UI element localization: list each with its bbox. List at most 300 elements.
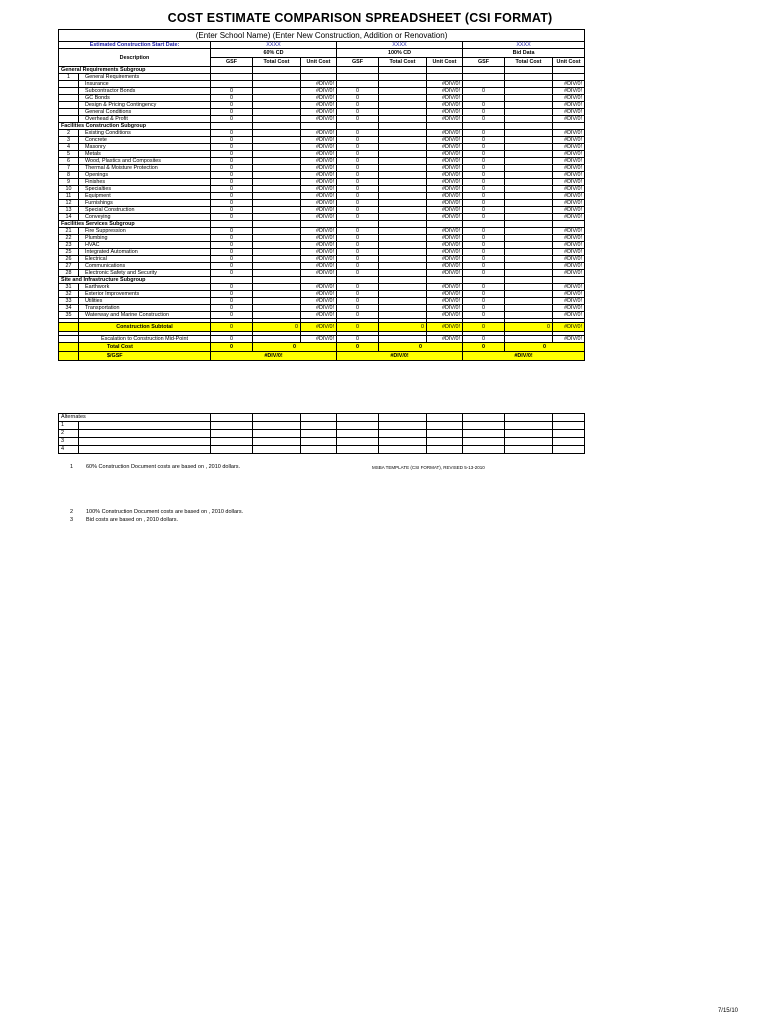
total-cost-value — [505, 158, 553, 165]
empty-cell — [301, 221, 337, 228]
start-date-row — [59, 42, 585, 49]
empty-cell — [463, 414, 505, 422]
csi-division-number: 1 — [59, 74, 79, 81]
line-item-label: Waterway and Marine Construction — [79, 312, 211, 319]
gsf-value: 0 — [337, 151, 379, 158]
unit-cost-value: #DIV/0! — [301, 179, 337, 186]
total-cost-gsf: 0 — [337, 343, 379, 352]
empty-cell — [379, 414, 427, 422]
csi-division-number: 25 — [59, 249, 79, 256]
empty-cell — [463, 430, 505, 438]
empty-cell — [463, 277, 505, 284]
gsf-value: 0 — [337, 214, 379, 221]
unit-cost-value: #DIV/0! — [553, 336, 585, 343]
empty-cell — [505, 446, 553, 454]
gsf-value: 0 — [337, 270, 379, 277]
gsf-value: 0 — [463, 102, 505, 109]
gsf-value: 0 — [337, 165, 379, 172]
total-cost-gsf: 0 — [211, 343, 253, 352]
unit-cost-value: #DIV/0! — [427, 179, 463, 186]
unit-cost-value: #DIV/0! — [301, 137, 337, 144]
total-cost-value — [253, 81, 301, 88]
unit-cost-value: #DIV/0! — [427, 102, 463, 109]
empty-cell — [253, 438, 301, 446]
empty-cell — [505, 123, 553, 130]
description-header: Description — [59, 49, 211, 67]
gsf-value: 0 — [463, 144, 505, 151]
gsf-value: 0 — [211, 102, 253, 109]
gsf-value: 0 — [211, 242, 253, 249]
gsf-value: 0 — [211, 200, 253, 207]
gsf-value: 0 — [463, 158, 505, 165]
unit-cost-value: #DIV/0! — [553, 200, 585, 207]
gsf-value: 0 — [211, 263, 253, 270]
line-item-row — [59, 186, 585, 193]
unit-cost-value — [553, 74, 585, 81]
per-gsf-value: #DIV/0! — [463, 352, 585, 361]
total-cost-value — [253, 130, 301, 137]
gsf-value: 0 — [337, 263, 379, 270]
line-item-label: Electrical — [79, 256, 211, 263]
line-item-label: General Conditions — [79, 109, 211, 116]
total-cost-value — [505, 81, 553, 88]
total-cost-value — [253, 291, 301, 298]
unit-cost-value: #DIV/0! — [301, 95, 337, 102]
gsf-value: 0 — [463, 298, 505, 305]
empty-cell — [553, 221, 585, 228]
unit-cost-value: #DIV/0! — [427, 137, 463, 144]
empty-cell — [253, 422, 301, 430]
total-cost-value — [379, 109, 427, 116]
phase-name-row — [59, 49, 585, 58]
gsf-value: 0 — [211, 207, 253, 214]
line-item-label: Openings — [79, 172, 211, 179]
gsf-value: 0 — [463, 172, 505, 179]
empty-cell — [253, 67, 301, 74]
total-cost-value — [379, 193, 427, 200]
empty-cell — [79, 446, 211, 454]
escalation-row — [59, 336, 585, 343]
empty-cell — [301, 123, 337, 130]
gsf-value — [337, 74, 379, 81]
unit-cost-value: #DIV/0! — [301, 249, 337, 256]
unit-cost-value: #DIV/0! — [427, 284, 463, 291]
gsf-value: 0 — [463, 336, 505, 343]
csi-division-number — [59, 102, 79, 109]
gsf-value: 0 — [211, 172, 253, 179]
unit-cost-value: #DIV/0! — [553, 137, 585, 144]
gsf-value: 0 — [337, 102, 379, 109]
unit-cost-value: #DIV/0! — [553, 214, 585, 221]
total-cost-value — [505, 200, 553, 207]
subtitle-row — [59, 30, 585, 42]
unit-cost-value: #DIV/0! — [553, 291, 585, 298]
gsf-value: 0 — [463, 179, 505, 186]
total-cost-value — [253, 336, 301, 343]
total-cost-value — [379, 249, 427, 256]
unit-cost-value: #DIV/0! — [427, 312, 463, 319]
total-cost-value — [505, 172, 553, 179]
gsf-value: 0 — [211, 305, 253, 312]
unit-cost-value: #DIV/0! — [301, 151, 337, 158]
unit-cost-value: #DIV/0! — [553, 81, 585, 88]
footnote-3-num: 3 — [70, 517, 74, 523]
unit-cost-value: #DIV/0! — [301, 130, 337, 137]
gsf-value: 0 — [337, 130, 379, 137]
unit-cost-value: #DIV/0! — [427, 151, 463, 158]
empty-cell — [59, 323, 79, 332]
empty-cell — [301, 277, 337, 284]
gsf-value: 0 — [463, 137, 505, 144]
empty-cell — [463, 123, 505, 130]
csi-division-number: 3 — [59, 137, 79, 144]
total-cost-value — [379, 242, 427, 249]
line-item-row — [59, 158, 585, 165]
total-cost-value — [505, 291, 553, 298]
total-cost-value — [379, 298, 427, 305]
line-item-label: Transportation — [79, 305, 211, 312]
csi-division-number: 21 — [59, 228, 79, 235]
line-item-label: Specialties — [79, 186, 211, 193]
line-item-label: Metals — [79, 151, 211, 158]
phase-date-1: XXXX — [337, 42, 463, 49]
total-cost-header: Total Cost — [505, 58, 553, 67]
gsf-value: 0 — [337, 179, 379, 186]
line-item-row — [59, 305, 585, 312]
alternate-row — [59, 430, 585, 438]
empty-cell — [553, 422, 585, 430]
line-item-row — [59, 263, 585, 270]
line-item-label: Concrete — [79, 137, 211, 144]
line-item-label: Thermal & Moisture Protection — [79, 165, 211, 172]
line-item-label: Insurance — [79, 81, 211, 88]
total-cost-value — [505, 305, 553, 312]
phase-date-0: XXXX — [211, 42, 337, 49]
total-cost-value — [505, 298, 553, 305]
gsf-value: 0 — [211, 137, 253, 144]
total-cost-gsf: 0 — [463, 343, 505, 352]
gsf-value: 0 — [211, 298, 253, 305]
alternate-row — [59, 438, 585, 446]
total-cost-value — [253, 109, 301, 116]
total-cost-value — [379, 186, 427, 193]
gsf-value: 0 — [337, 193, 379, 200]
gsf-value: 0 — [337, 235, 379, 242]
alternate-number: 3 — [59, 438, 79, 446]
unit-cost-value: #DIV/0! — [301, 88, 337, 95]
unit-cost-value: #DIV/0! — [427, 144, 463, 151]
unit-cost-value: #DIV/0! — [301, 81, 337, 88]
gsf-value: 0 — [463, 200, 505, 207]
csi-division-number: 8 — [59, 172, 79, 179]
empty-cell — [337, 438, 379, 446]
unit-cost-value: #DIV/0! — [427, 109, 463, 116]
total-cost-value — [253, 284, 301, 291]
line-item-row — [59, 116, 585, 123]
line-item-label: Furnishings — [79, 200, 211, 207]
unit-cost-value: #DIV/0! — [553, 228, 585, 235]
total-cost-value — [505, 242, 553, 249]
csi-division-number: 13 — [59, 207, 79, 214]
unit-cost-value: #DIV/0! — [301, 172, 337, 179]
empty-cell — [463, 438, 505, 446]
gsf-value: 0 — [337, 298, 379, 305]
empty-cell — [427, 414, 463, 422]
subgroup-row — [59, 221, 585, 228]
unit-cost-value: #DIV/0! — [553, 95, 585, 102]
total-cost-value — [379, 263, 427, 270]
total-cost-value — [253, 179, 301, 186]
total-cost-value — [505, 235, 553, 242]
gsf-value: 0 — [463, 312, 505, 319]
unit-cost-value: #DIV/0! — [301, 312, 337, 319]
line-item-row — [59, 242, 585, 249]
unit-cost-value: #DIV/0! — [427, 158, 463, 165]
empty-cell — [301, 438, 337, 446]
total-cost-value — [505, 263, 553, 270]
phase-date-2: XXXX — [463, 42, 585, 49]
total-cost-value — [253, 88, 301, 95]
gsf-value: 0 — [337, 312, 379, 319]
empty-cell — [337, 422, 379, 430]
total-cost-value — [505, 228, 553, 235]
unit-cost-value: #DIV/0! — [553, 263, 585, 270]
empty-cell — [463, 446, 505, 454]
total-cost-value — [379, 116, 427, 123]
empty-cell — [463, 221, 505, 228]
total-cost-value — [505, 144, 553, 151]
unit-cost-value: #DIV/0! — [301, 235, 337, 242]
csi-division-number: 6 — [59, 158, 79, 165]
unit-cost-value: #DIV/0! — [301, 228, 337, 235]
gsf-value: 0 — [463, 214, 505, 221]
per-gsf-label: $/GSF — [79, 352, 211, 361]
empty-cell — [553, 414, 585, 422]
line-item-label: Plumbing — [79, 235, 211, 242]
line-item-row — [59, 256, 585, 263]
total-cost-value — [253, 235, 301, 242]
empty-cell — [337, 277, 379, 284]
unit-cost-value: #DIV/0! — [427, 207, 463, 214]
total-cost-value — [505, 186, 553, 193]
empty-cell — [211, 446, 253, 454]
gsf-value — [211, 74, 253, 81]
total-cost-value — [253, 137, 301, 144]
unit-cost-header: Unit Cost — [301, 58, 337, 67]
total-cost-value — [505, 214, 553, 221]
unit-cost-value: #DIV/0! — [301, 291, 337, 298]
page-title: COST ESTIMATE COMPARISON SPREADSHEET (CSI FORMAT) — [167, 11, 553, 25]
gsf-value: 0 — [211, 186, 253, 193]
gsf-value: 0 — [463, 186, 505, 193]
cost-table — [58, 29, 585, 361]
unit-cost-value: #DIV/0! — [427, 88, 463, 95]
total-cost-value — [379, 165, 427, 172]
csi-division-number: 22 — [59, 235, 79, 242]
total-cost-value — [505, 249, 553, 256]
alternate-number: 1 — [59, 422, 79, 430]
total-cost-value — [379, 200, 427, 207]
gsf-value: 0 — [211, 179, 253, 186]
csi-division-number: 34 — [59, 305, 79, 312]
gsf-value: 0 — [211, 214, 253, 221]
line-item-row — [59, 200, 585, 207]
subgroup-title: Facilities Construction Subgroup — [59, 123, 211, 130]
csi-division-number: 2 — [59, 130, 79, 137]
total-cost-value — [505, 102, 553, 109]
unit-cost-value: #DIV/0! — [427, 242, 463, 249]
gsf-value — [463, 81, 505, 88]
line-item-row — [59, 151, 585, 158]
gsf-value: 0 — [211, 284, 253, 291]
gsf-value: 0 — [211, 270, 253, 277]
csi-division-number: 4 — [59, 144, 79, 151]
gsf-value: 0 — [463, 88, 505, 95]
gsf-value: 0 — [463, 249, 505, 256]
gsf-value: 0 — [211, 158, 253, 165]
alternates-table — [58, 413, 585, 454]
empty-cell — [427, 438, 463, 446]
total-cost-value — [505, 151, 553, 158]
total-cost-value — [253, 165, 301, 172]
alternate-row — [59, 446, 585, 454]
escalation-label: Escalation to Construction Mid-Point — [79, 336, 211, 343]
total-cost-value — [379, 179, 427, 186]
line-item-label: Subcontractor Bonds — [79, 88, 211, 95]
line-item-row — [59, 235, 585, 242]
total-cost-value — [379, 336, 427, 343]
empty-cell — [59, 336, 79, 343]
csi-division-number — [59, 109, 79, 116]
total-cost-value — [379, 172, 427, 179]
total-cost-value — [379, 130, 427, 137]
csi-division-number: 12 — [59, 200, 79, 207]
total-cost-value — [505, 179, 553, 186]
total-cost-value — [253, 298, 301, 305]
phase-name-0: 60% CD — [211, 49, 337, 58]
total-cost-value — [505, 312, 553, 319]
gsf-value: 0 — [211, 235, 253, 242]
total-cost-value — [379, 137, 427, 144]
unit-cost-value: #DIV/0! — [553, 284, 585, 291]
gsf-value: 0 — [211, 249, 253, 256]
empty-cell — [79, 422, 211, 430]
unit-cost-value: #DIV/0! — [427, 172, 463, 179]
subgroup-title: General Requirements Subgroup — [59, 67, 211, 74]
unit-cost-value: #DIV/0! — [427, 263, 463, 270]
total-cost-value — [253, 186, 301, 193]
total-cost-value — [379, 228, 427, 235]
empty-cell — [211, 221, 253, 228]
line-item-row — [59, 193, 585, 200]
line-item-label: Conveying — [79, 214, 211, 221]
csi-division-number: 26 — [59, 256, 79, 263]
gsf-value: 0 — [463, 151, 505, 158]
unit-cost-value: #DIV/0! — [553, 172, 585, 179]
gsf-value: 0 — [337, 200, 379, 207]
empty-cell — [211, 67, 253, 74]
csi-division-number: 31 — [59, 284, 79, 291]
unit-cost-value: #DIV/0! — [553, 242, 585, 249]
unit-cost-value: #DIV/0! — [553, 193, 585, 200]
unit-cost-value: #DIV/0! — [301, 298, 337, 305]
gsf-value: 0 — [337, 256, 379, 263]
per-gsf-value: #DIV/0! — [211, 352, 337, 361]
csi-division-number: 11 — [59, 193, 79, 200]
total-cost-value — [253, 249, 301, 256]
subtitle: (Enter School Name) (Enter New Construction, Addition or Renovation) — [59, 30, 585, 42]
gsf-value: 0 — [211, 116, 253, 123]
total-cost-value — [253, 193, 301, 200]
total-cost-value — [253, 312, 301, 319]
gsf-value: 0 — [337, 336, 379, 343]
gsf-value: 0 — [337, 186, 379, 193]
unit-cost-value: #DIV/0! — [553, 235, 585, 242]
csi-division-number — [59, 88, 79, 95]
csi-division-number: 5 — [59, 151, 79, 158]
line-item-row — [59, 165, 585, 172]
alternates-body — [59, 414, 585, 454]
gsf-value: 0 — [211, 130, 253, 137]
total-cost-value — [505, 193, 553, 200]
line-item-label: Earthwork — [79, 284, 211, 291]
gsf-value: 0 — [463, 116, 505, 123]
empty-cell — [211, 123, 253, 130]
empty-cell — [301, 430, 337, 438]
total-cost-value — [253, 158, 301, 165]
total-cost-label: Total Cost — [79, 343, 211, 352]
line-item-label: GC Bonds — [79, 95, 211, 102]
empty-cell — [253, 277, 301, 284]
line-item-row — [59, 95, 585, 102]
gsf-value: 0 — [211, 151, 253, 158]
total-cost-value — [379, 88, 427, 95]
empty-cell — [427, 430, 463, 438]
unit-cost-value: #DIV/0! — [427, 249, 463, 256]
gsf-value: 0 — [463, 130, 505, 137]
line-item-row — [59, 228, 585, 235]
total-cost-value — [253, 305, 301, 312]
csi-division-number: 7 — [59, 165, 79, 172]
total-cost-amount: 0 — [379, 343, 463, 352]
gsf-value: 0 — [337, 116, 379, 123]
unit-cost-value: #DIV/0! — [553, 249, 585, 256]
subgroup-row — [59, 123, 585, 130]
subgroup-title: Site and Infrastructure Subgroup — [59, 277, 211, 284]
unit-cost-value: #DIV/0! — [427, 291, 463, 298]
total-cost-value — [253, 102, 301, 109]
total-cost-value — [505, 95, 553, 102]
total-cost-value — [379, 151, 427, 158]
csi-division-number: 32 — [59, 291, 79, 298]
empty-cell — [337, 430, 379, 438]
total-cost-value — [253, 144, 301, 151]
total-cost-value — [253, 200, 301, 207]
total-cost-value — [253, 74, 301, 81]
gsf-value — [211, 81, 253, 88]
csi-division-number: 27 — [59, 263, 79, 270]
total-cost-value — [253, 95, 301, 102]
empty-cell — [379, 422, 427, 430]
gsf-value: 0 — [211, 323, 253, 332]
csi-division-number: 28 — [59, 270, 79, 277]
empty-cell — [427, 123, 463, 130]
gsf-value — [463, 74, 505, 81]
csi-division-number: 10 — [59, 186, 79, 193]
empty-cell — [427, 446, 463, 454]
gsf-value: 0 — [463, 165, 505, 172]
empty-cell — [379, 438, 427, 446]
